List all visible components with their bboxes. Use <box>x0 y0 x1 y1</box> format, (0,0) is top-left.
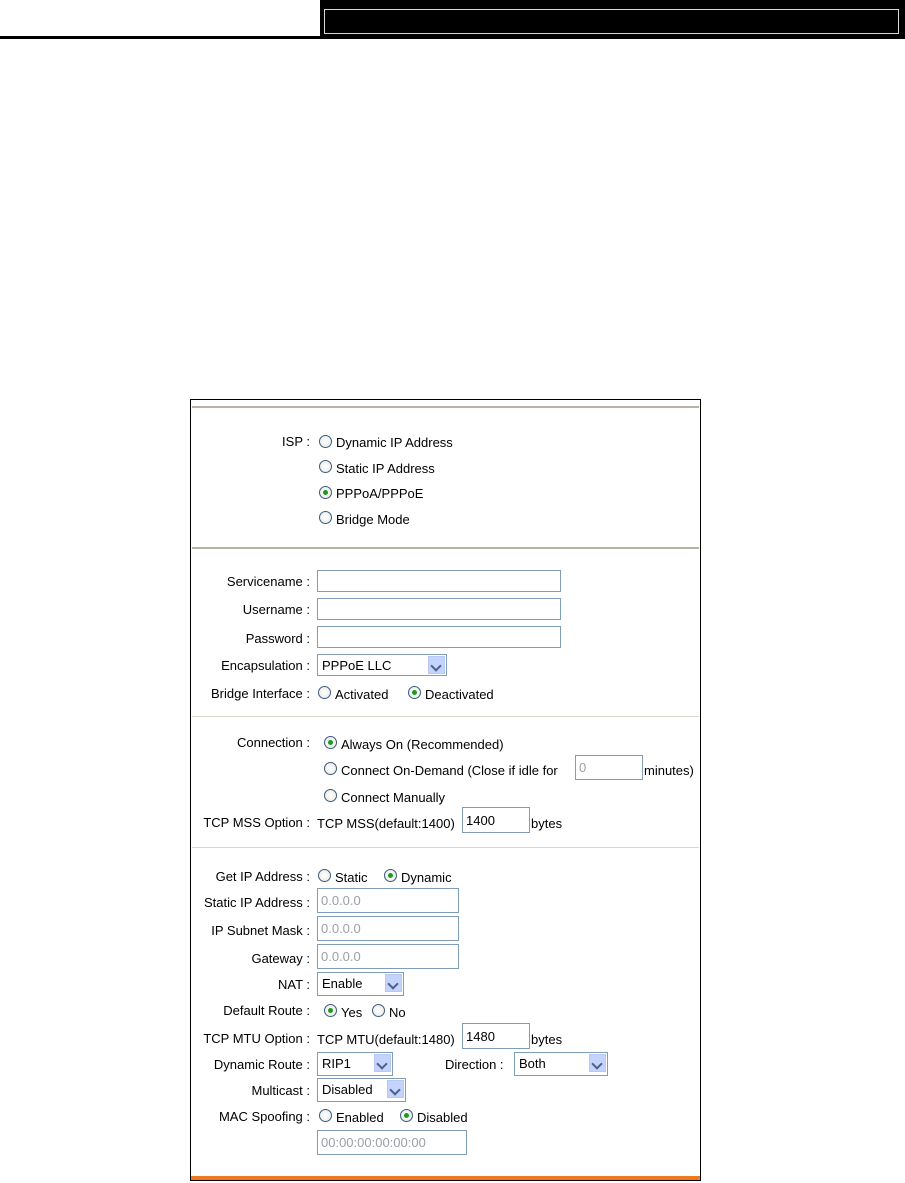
bridge-deactivated-label: Deactivated <box>425 687 494 702</box>
tcp-mtu-input[interactable] <box>462 1023 530 1049</box>
static-ip-input[interactable] <box>317 888 459 913</box>
nat-select[interactable] <box>317 972 404 996</box>
get-ip-dynamic-label: Dynamic <box>401 870 452 885</box>
encapsulation-label: Encapsulation : <box>221 658 310 673</box>
get-ip-static-label: Static <box>335 870 368 885</box>
separator <box>192 547 699 549</box>
gateway-input[interactable] <box>317 944 459 969</box>
bridge-interface-label: Bridge Interface : <box>211 686 310 701</box>
multicast-label: Multicast : <box>251 1083 310 1098</box>
separator <box>192 847 699 848</box>
default-route-yes-label: Yes <box>341 1005 363 1020</box>
mac-disabled-label: Disabled <box>417 1110 468 1125</box>
default-route-yes-radio[interactable] <box>324 1004 337 1017</box>
tcp-mtu-default-text: TCP MTU(default:1480) <box>317 1032 455 1047</box>
connection-label: Connection : <box>237 735 310 750</box>
isp-bridge-label: Bridge Mode <box>336 512 410 527</box>
get-ip-static-radio[interactable] <box>318 869 331 882</box>
subnet-mask-input[interactable] <box>317 916 459 941</box>
on-demand-label: Connect On-Demand (Close if idle for <box>341 763 558 778</box>
bridge-deactivated-radio[interactable] <box>408 686 421 699</box>
connect-manually-radio[interactable] <box>324 789 337 802</box>
direction-select[interactable] <box>514 1052 608 1076</box>
chevron-down-icon[interactable] <box>374 1054 391 1072</box>
username-label: Username : <box>242 602 310 617</box>
always-on-radio[interactable] <box>324 736 337 749</box>
minutes-label: minutes) <box>644 763 694 778</box>
isp-pppoe-radio[interactable] <box>319 486 332 499</box>
dynamic-route-value: RIP1 <box>322 1056 351 1071</box>
encapsulation-value: PPPoE LLC <box>322 658 392 673</box>
on-demand-radio[interactable] <box>324 762 337 775</box>
mac-enabled-label: Enabled <box>336 1110 384 1125</box>
tcp-mss-default-text: TCP MSS(default:1400) <box>317 816 455 831</box>
subnet-mask-label: IP Subnet Mask : <box>211 923 310 938</box>
username-input[interactable] <box>317 598 561 620</box>
tcp-mss-input[interactable] <box>462 807 530 833</box>
chevron-down-icon[interactable] <box>387 1080 404 1098</box>
gateway-label: Gateway : <box>251 951 310 966</box>
servicename-label: Servicename : <box>226 574 310 589</box>
chevron-down-icon[interactable] <box>385 974 402 992</box>
isp-label: ISP : <box>282 434 310 449</box>
password-label: Password : <box>245 631 310 646</box>
chevron-down-icon[interactable] <box>428 656 445 674</box>
isp-dynamic-radio[interactable] <box>319 435 332 448</box>
isp-static-radio[interactable] <box>319 460 332 473</box>
tcp-mtu-label: TCP MTU Option : <box>203 1031 310 1046</box>
multicast-select[interactable] <box>317 1078 406 1102</box>
isp-dynamic-label: Dynamic IP Address <box>336 435 453 450</box>
bridge-activated-radio[interactable] <box>318 686 331 699</box>
wan-settings-panel <box>190 399 701 1181</box>
mac-disabled-radio[interactable] <box>400 1109 413 1122</box>
tcp-mss-label: TCP MSS Option : <box>203 815 310 830</box>
get-ip-dynamic-radio[interactable] <box>384 869 397 882</box>
isp-pppoe-label: PPPoA/PPPoE <box>336 486 424 501</box>
tcp-mss-unit: bytes <box>531 816 563 831</box>
isp-static-label: Static IP Address <box>336 461 435 476</box>
direction-label: Direction : <box>445 1057 504 1072</box>
default-route-label: Default Route : <box>223 1003 310 1018</box>
static-ip-label: Static IP Address : <box>204 895 310 910</box>
mac-enabled-radio[interactable] <box>319 1109 332 1122</box>
get-ip-label: Get IP Address : <box>215 869 310 884</box>
separator <box>192 406 699 408</box>
idle-minutes-input[interactable] <box>575 755 643 780</box>
nat-label: NAT : <box>277 977 310 992</box>
connect-manually-label: Connect Manually <box>341 790 446 805</box>
servicename-input[interactable] <box>317 570 561 592</box>
dynamic-route-select[interactable] <box>317 1052 393 1076</box>
document-header-bar <box>320 0 905 37</box>
password-input[interactable] <box>317 626 561 648</box>
bridge-activated-label: Activated <box>335 687 389 702</box>
mac-spoofing-label: MAC Spoofing : <box>218 1109 310 1124</box>
panel-footer-bar <box>191 1176 700 1180</box>
nat-value: Enable <box>322 976 363 991</box>
mac-address-input[interactable] <box>317 1130 467 1155</box>
separator <box>192 716 699 717</box>
direction-value: Both <box>519 1056 546 1071</box>
multicast-value: Disabled <box>322 1082 373 1097</box>
chevron-down-icon[interactable] <box>589 1054 606 1072</box>
default-route-no-label: No <box>389 1005 406 1020</box>
encapsulation-select[interactable] <box>317 654 447 676</box>
tcp-mtu-unit: bytes <box>531 1032 563 1047</box>
dynamic-route-label: Dynamic Route : <box>213 1057 310 1072</box>
isp-bridge-radio[interactable] <box>319 511 332 524</box>
always-on-label: Always On (Recommended) <box>341 737 504 752</box>
default-route-no-radio[interactable] <box>372 1004 385 1017</box>
